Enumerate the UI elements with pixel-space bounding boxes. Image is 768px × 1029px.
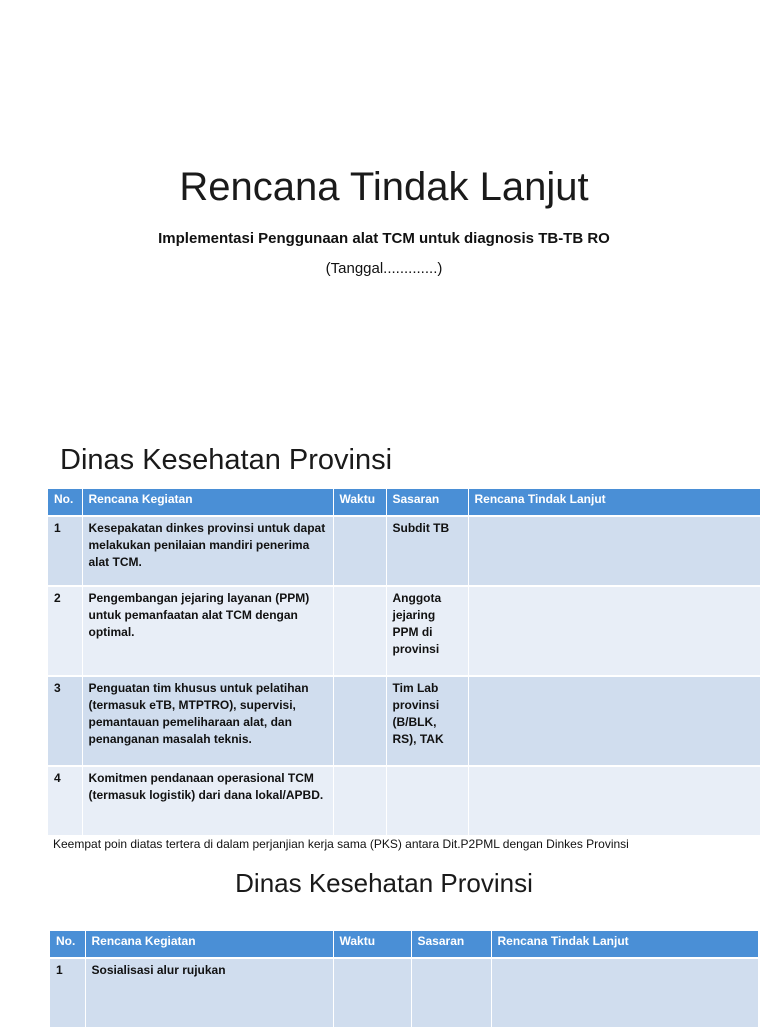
cell-kegiatan: Penguatan tim khusus untuk pelatihan (termasuk eTB, MTPTRO), supervisi, pemantauan pemeliharaan alat, dan penanganan masalah teknis. [82,676,333,766]
cell-kegiatan: Sosialisasi alur rujukan [85,958,333,1028]
cell-waktu [333,958,411,1028]
cell-sasaran [411,958,491,1028]
plan-table-1 [48,489,761,837]
table-row [48,676,760,766]
table-row [48,586,760,676]
col-header-waktu: Waktu [333,931,411,958]
cell-rtl [468,516,760,586]
cell-rtl [468,676,760,766]
table-row [48,766,760,836]
col-header-kegiatan: Rencana Kegiatan [85,931,333,958]
col-header-kegiatan: Rencana Kegiatan [82,489,333,516]
page-subtitle: Implementasi Penggunaan alat TCM untuk diagnosis TB-TB RO [158,230,610,247]
col-header-sasaran: Sasaran [411,931,491,958]
table-header-row [50,931,758,958]
cell-waktu [333,676,386,766]
cell-no: 1 [48,516,82,586]
cell-sasaran [386,766,468,836]
cell-no: 4 [48,766,82,836]
cell-sasaran: Anggota jejaring PPM di provinsi [386,586,468,676]
cell-waktu [333,586,386,676]
cell-kegiatan: Kesepakatan dinkes provinsi untuk dapat melakukan penilaian mandiri penerima alat TCM. [82,516,333,586]
plan-table-2 [50,931,759,1029]
cell-sasaran: Tim Lab provinsi (B/BLK, RS), TAK [386,676,468,766]
table-footnote: Keempat poin diatas tertera di dalam perjanjian kerja sama (PKS) antara Dit.P2PML dengan Dinkes Provinsi [53,837,629,851]
table-row [50,958,758,1028]
cell-sasaran: Subdit TB [386,516,468,586]
date-line: (Tanggal.............) [325,260,443,277]
cell-waktu [333,766,386,836]
cell-waktu [333,516,386,586]
col-header-no: No. [48,489,82,516]
page-title: Rencana Tindak Lanjut [179,165,589,209]
cell-kegiatan: Pengembangan jejaring layanan (PPM) untuk pemanfaatan alat TCM dengan optimal. [82,586,333,676]
col-header-no: No. [50,931,85,958]
table-header-row [48,489,760,516]
col-header-waktu: Waktu [333,489,386,516]
cell-rtl [491,958,758,1028]
section-heading-1: Dinas Kesehatan Provinsi [60,444,393,476]
section-heading-2: Dinas Kesehatan Provinsi [235,868,533,898]
col-header-rtl: Rencana Tindak Lanjut [491,931,758,958]
cell-no: 3 [48,676,82,766]
cell-kegiatan: Komitmen pendanaan operasional TCM (termasuk logistik) dari dana lokal/APBD. [82,766,333,836]
table-row [48,516,760,586]
col-header-sasaran: Sasaran [386,489,468,516]
cell-no: 2 [48,586,82,676]
cell-rtl [468,586,760,676]
cell-no: 1 [50,958,85,1028]
col-header-rtl: Rencana Tindak Lanjut [468,489,760,516]
cell-rtl [468,766,760,836]
